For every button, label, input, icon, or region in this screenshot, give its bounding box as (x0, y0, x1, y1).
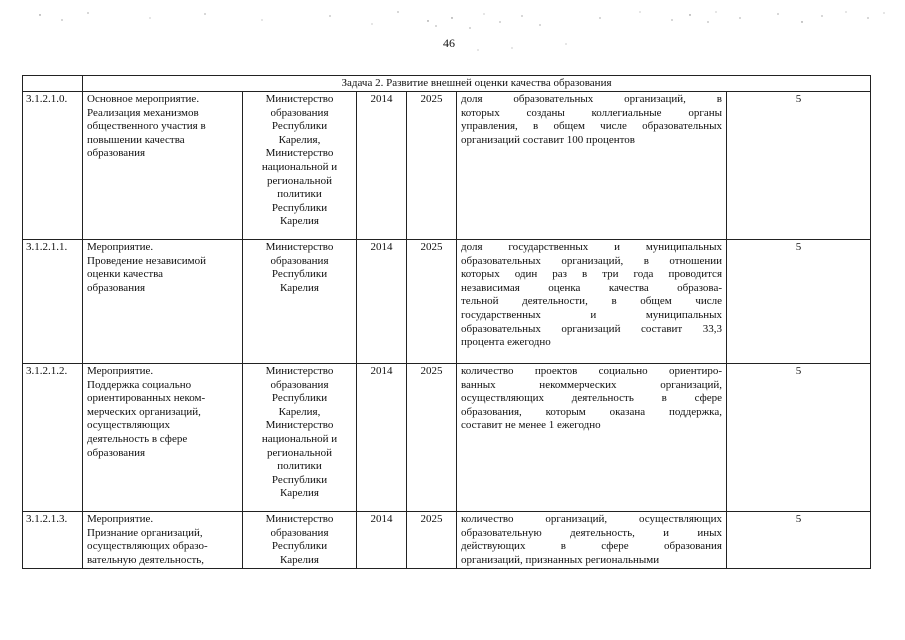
expected-result (457, 240, 727, 364)
cell-line: Министерство (265, 241, 334, 253)
cell-line: которых один раз в три года проводится (461, 268, 722, 281)
cell-line: политики (277, 188, 322, 201)
page-number: 46 (443, 36, 455, 50)
cell-line: образовательную деятельность, и иных (461, 526, 722, 539)
cell-line: Карелия (280, 281, 319, 294)
start-year: 2014 (357, 512, 407, 569)
cell-line: которых созданы коллегиальные органы (461, 106, 722, 119)
cell-line: Карелия, (278, 133, 321, 146)
event-name (83, 512, 243, 569)
cell-line: образования (270, 254, 329, 267)
cell-line: мерческих организаций, (87, 405, 201, 418)
responsible-executor (243, 240, 357, 364)
cell-line: ванных некоммерческих организаций, (461, 378, 722, 391)
cell-line: Республики (271, 473, 328, 486)
cell-line: образования (270, 378, 329, 391)
table-row (23, 240, 871, 364)
cell-line: Министерство (265, 419, 334, 432)
task-header-blank-cell (23, 76, 83, 92)
cell-line: тельной деятельности, в общем числе (461, 295, 722, 308)
cell-line: Республики (271, 268, 328, 281)
cell-line: управления, в общем числе образовательных (461, 120, 722, 133)
start-year: 2014 (357, 364, 407, 512)
cell-line: Республики (271, 120, 328, 133)
cell-line: региональной (267, 174, 332, 187)
cell-line: Министерство (265, 513, 334, 525)
cell-line: оценки качества (87, 268, 164, 281)
expected-result (457, 512, 727, 569)
cell-line: Республики (271, 392, 328, 405)
start-year: 2014 (357, 92, 407, 240)
cell-line: Министерство (265, 147, 334, 160)
cell-line: осуществляющих образо- (87, 540, 208, 553)
cell-line: осуществляющих деятельность в сфере (461, 392, 722, 405)
cell-line: действующих в сфере образования (461, 540, 722, 553)
cell-line: Реализация механизмов (87, 106, 199, 119)
cell-line: образования, которым оказана поддержка, (461, 405, 722, 418)
cell-line: национальной и (261, 160, 338, 173)
event-name (83, 240, 243, 364)
cell-line: деятельность в сфере (87, 432, 188, 445)
cell-line: ориентированных неком- (87, 392, 206, 405)
scan-noise (0, 0, 905, 70)
cell-line: организаций, признанных региональными (461, 553, 660, 566)
related-indicator-number: 5 (727, 364, 871, 512)
cell-line: организаций составит 100 процентов (461, 133, 635, 146)
cell-line: Проведение независимой (87, 254, 207, 267)
cell-line: государственных и муниципальных (461, 308, 722, 321)
end-year: 2025 (407, 512, 457, 569)
cell-line: Министерство (265, 365, 334, 377)
responsible-executor (243, 92, 357, 240)
cell-line: образовательных организаций, в отношении (461, 254, 722, 267)
event-code: 3.1.2.1.1. (23, 240, 83, 364)
related-indicator-number: 5 (727, 240, 871, 364)
cell-line: образовательных организаций составит 33,3 (461, 322, 722, 335)
end-year: 2025 (407, 240, 457, 364)
expected-result (457, 364, 727, 512)
task-title: Задача 2. Развитие внешней оценки качества образования (83, 76, 871, 92)
cell-line: вательную деятельность, (87, 553, 205, 566)
cell-line: образования (87, 147, 146, 160)
cell-line: Признание организаций, (87, 526, 203, 539)
cell-line: Карелия, (278, 405, 321, 418)
events-table (22, 75, 871, 569)
start-year: 2014 (357, 240, 407, 364)
cell-line: образования (270, 106, 329, 119)
cell-line: Поддержка социально (87, 378, 192, 391)
cell-line: доля государственных и муниципальных (461, 241, 722, 253)
cell-line: доля образовательных организаций, в (461, 93, 722, 105)
table-row (23, 92, 871, 240)
responsible-executor (243, 364, 357, 512)
cell-line: Министерство (265, 93, 334, 105)
cell-line: независимая оценка качества образова- (461, 281, 722, 294)
cell-line: Карелия (280, 215, 319, 228)
event-code: 3.1.2.1.2. (23, 364, 83, 512)
cell-line: Мероприятие. (87, 365, 154, 377)
cell-line: образования (270, 526, 329, 539)
cell-line: общественного участия в (87, 120, 206, 133)
cell-line: повышении качества (87, 133, 185, 146)
cell-line: образования (87, 281, 146, 294)
cell-line: Основное мероприятие. (87, 93, 200, 105)
end-year: 2025 (407, 92, 457, 240)
cell-line: Республики (271, 201, 328, 214)
cell-line: региональной (267, 446, 332, 459)
event-code: 3.1.2.1.3. (23, 512, 83, 569)
cell-line: Мероприятие. (87, 513, 154, 525)
table-row (23, 364, 871, 512)
cell-line: Карелия (280, 487, 319, 500)
expected-result (457, 92, 727, 240)
cell-line: Республики (271, 540, 328, 553)
cell-line: количество организаций, осуществляющих (461, 513, 722, 525)
cell-line: политики (277, 460, 322, 473)
cell-line: национальной и (261, 432, 338, 445)
table-row (23, 512, 871, 569)
cell-line: процента ежегодно (461, 336, 551, 349)
responsible-executor (243, 512, 357, 569)
event-code: 3.1.2.1.0. (23, 92, 83, 240)
cell-line: составит не менее 1 ежегодно (461, 419, 601, 432)
end-year: 2025 (407, 364, 457, 512)
event-name (83, 92, 243, 240)
event-name (83, 364, 243, 512)
cell-line: Карелия (280, 553, 319, 566)
cell-line: количество проектов социально ориентиро- (461, 365, 722, 377)
cell-line: Мероприятие. (87, 241, 154, 253)
related-indicator-number: 5 (727, 512, 871, 569)
cell-line: образования (87, 446, 146, 459)
task-header-row (23, 76, 871, 92)
cell-line: осуществляющих (87, 419, 170, 432)
related-indicator-number: 5 (727, 92, 871, 240)
